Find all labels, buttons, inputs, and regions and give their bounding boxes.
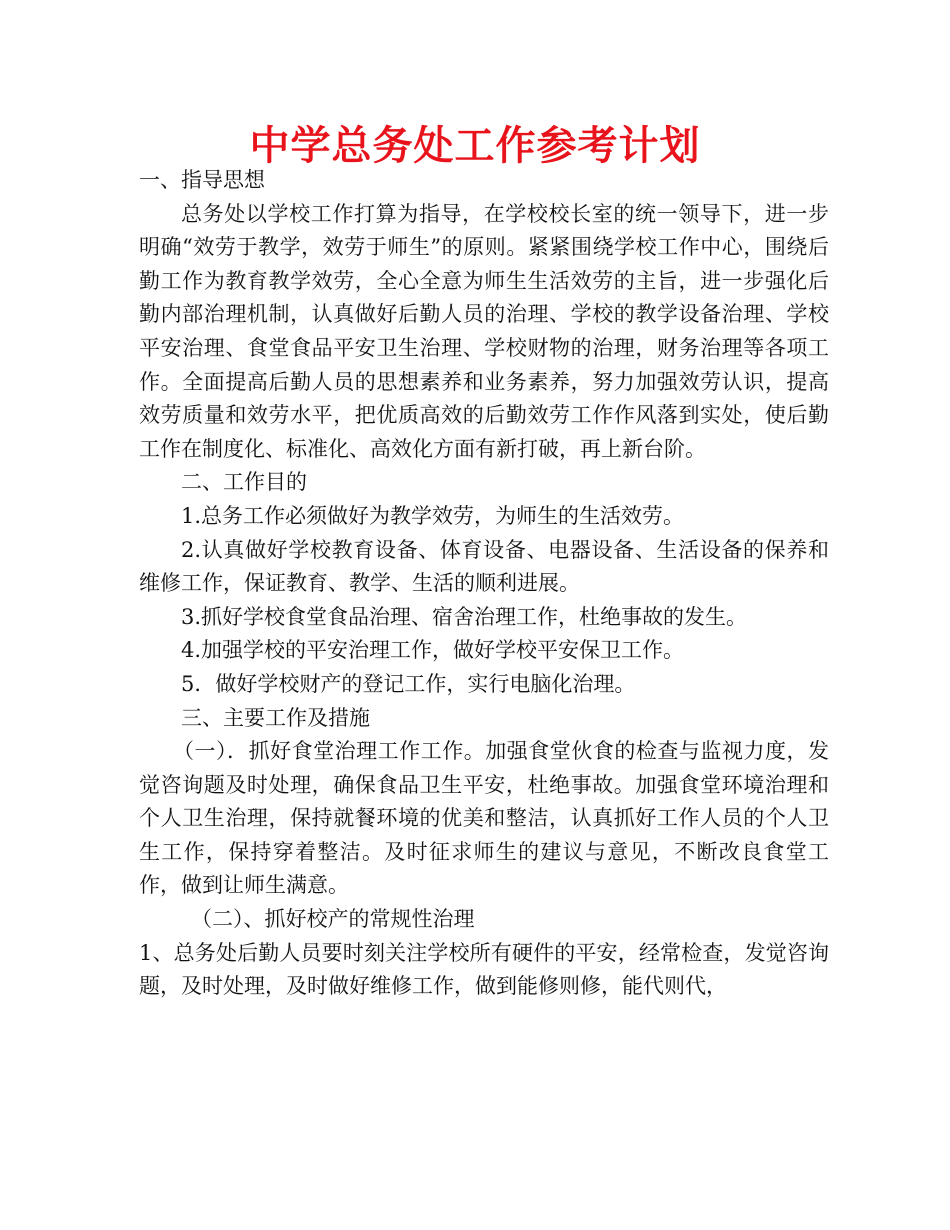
section-heading-1: 一、指导思想: [139, 168, 265, 192]
paragraph-guiding-ideology: 总务处以学校工作打算为指导，在学校校长室的统一领导下，进一步明确“效劳于教学，效劳于师生”的原则。紧紧围绕学校工作中心，围绕后勤工作为教育教学效劳，全心全意为师生生活效劳的主旨，进一步强化后勤内部治理机制，认真做好后勤人员的治理、学校的教学设备治理、学校平安治理、食堂食品平安卫生治理、学校财物的治理，财务治理等各项工作。全面提高后勤人员的思想素养和业务素养，努力加强效劳认识，提高效劳质量和效劳水平，把优质高效的后勤效劳工作作风落到实处，使后勤工作在制度化、标准化、高效化方面有新打破，再上新台阶。: [139, 201, 829, 461]
document-title: 中学总务处工作参考计划: [249, 123, 701, 169]
section-heading-2: 二、工作目的: [181, 470, 307, 495]
measure-paragraph-1: （一）．抓好食堂治理工作工作。加强食堂伙食的检查与监视力度，发觉咨询题及时处理，确保食品卫生平安，杜绝事故。加强食堂环境治理和个人卫生治理，保持就餐环境的优美和整洁，认真抓好工作人员的个人卫生工作，保持穿着整洁。及时征求师生的建议与意见，不断改良食堂工作，做到让师生满意。: [139, 739, 829, 898]
goal-item-3: 3.抓好学校食堂食品治理、宿舍治理工作，杜绝事故的发生。: [181, 604, 748, 629]
section-heading-3: 三、主要工作及措施: [181, 705, 370, 730]
goal-item-4: 4.加强学校的平安治理工作，做好学校平安保卫工作。: [181, 638, 685, 663]
goal-item-2: 2.认真做好学校教育设备、体育设备、电器设备、生活设备的保养和维修工作，保证教育、教学、生活的顺利进展。: [139, 537, 829, 596]
measure-item-1: 1、总务处后勤人员要时刻关注学校所有硬件的平安，经常检查，发觉咨询题，及时处理，及时做好维修工作，做到能修则修，能代则代，: [139, 940, 829, 999]
goal-item-5: 5．做好学校财产的登记工作，实行电脑化治理。: [181, 671, 636, 696]
subsection-heading-2: （二）、抓好校产的常规性治理: [191, 907, 475, 932]
document-body: [139, 164, 829, 1004]
goal-item-1: 1.总务工作必须做好为教学效劳，为师生的生活效劳。: [181, 503, 685, 528]
